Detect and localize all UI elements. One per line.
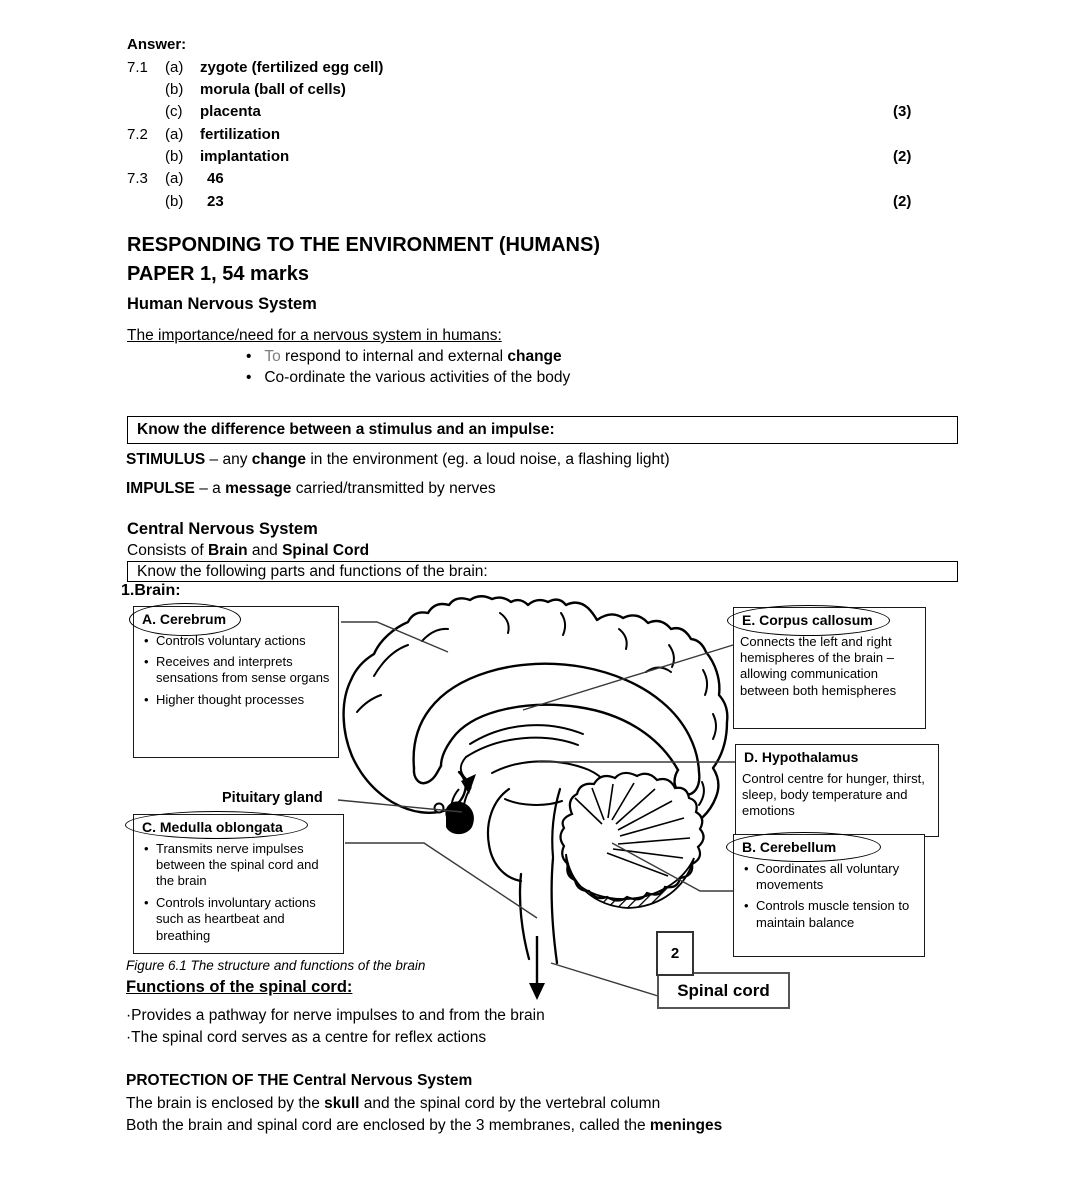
list-item: • Transmits nerve impulses between the spinal cord and the brain bbox=[140, 841, 337, 890]
answer-text: 46 bbox=[207, 170, 224, 187]
cerebellum-title-circle bbox=[726, 832, 881, 862]
medulla-title-circle bbox=[125, 811, 308, 839]
know-brain-box bbox=[127, 561, 958, 582]
figure-caption: Figure 6.1 The structure and functions of the brain bbox=[126, 958, 426, 973]
cerebrum-gyri-lines bbox=[357, 613, 716, 805]
spinal-function-line-2: ·The spinal cord serves as a centre for reflex actions bbox=[126, 1029, 487, 1046]
mark-allocation: (3) bbox=[893, 103, 912, 120]
bullet-dot: • bbox=[246, 369, 265, 386]
corpus-callosum-shape bbox=[414, 664, 700, 795]
mark-allocation: (2) bbox=[893, 193, 912, 210]
answer-letter: (a) bbox=[165, 126, 184, 143]
brain-list-label: 1.Brain: bbox=[121, 582, 181, 599]
list-item: • Controls involuntary actions such as heartbeat and breathing bbox=[140, 895, 337, 944]
connector-line-corpus-callosum bbox=[523, 645, 733, 710]
subsection-title: Human Nervous System bbox=[127, 295, 317, 313]
answer-heading: Answer: bbox=[127, 36, 187, 53]
answer-letter: (b) bbox=[165, 81, 184, 98]
paper-title: PAPER 1, 54 marks bbox=[127, 263, 309, 285]
answer-letter: (c) bbox=[165, 103, 183, 120]
answer-text: 23 bbox=[207, 193, 224, 210]
answer-number: 7.3 bbox=[127, 170, 148, 187]
list-item: • Controls muscle tension to maintain balance bbox=[740, 898, 918, 931]
list-item: • Receives and interprets sensations from sense organs bbox=[140, 654, 332, 687]
down-arrow bbox=[529, 936, 545, 1000]
mark-allocation: (2) bbox=[893, 148, 912, 165]
protection-line-1: The brain is enclosed by the skull and the spinal cord by the vertebral column bbox=[126, 1095, 661, 1112]
corpus-callosum-title-circle bbox=[727, 605, 890, 636]
spinal-function-line-1: ·Provides a pathway for nerve impulses to and from the brain bbox=[126, 1007, 545, 1024]
answer-letter: (a) bbox=[165, 59, 184, 76]
pituitary-gland-label: Pituitary gland bbox=[222, 790, 323, 806]
connector-line-medulla bbox=[345, 843, 537, 918]
answer-text: morula (ball of cells) bbox=[200, 81, 346, 98]
cns-consists-line: Consists of Brain and Spinal Cord bbox=[127, 542, 370, 559]
answer-text: implantation bbox=[200, 148, 290, 165]
importance-bullet-1: • To respond to internal and external change bbox=[246, 348, 562, 365]
answer-number: 7.1 bbox=[127, 59, 148, 76]
stimulus-definition: STIMULUS – any change in the environment (eg. a loud noise, a flashing light) bbox=[126, 451, 670, 468]
spinal-cord-label-box: Spinal cord bbox=[657, 972, 790, 1009]
know-brain-box-text: Know the following parts and functions of the brain: bbox=[137, 563, 488, 580]
answer-number: 7.2 bbox=[127, 126, 148, 143]
answer-letter: (a) bbox=[165, 170, 184, 187]
list-item: • Higher thought processes bbox=[140, 692, 332, 708]
connector-line-spinal-cord bbox=[551, 963, 658, 996]
label-box-corpus-callosum-title: E. Corpus callosum bbox=[742, 612, 873, 628]
answer-text: placenta bbox=[200, 103, 261, 120]
cerebrum-title-circle bbox=[129, 603, 241, 636]
importance-bullet-2: • Co-ordinate the various activities of the body bbox=[246, 369, 571, 386]
answer-letter: (b) bbox=[165, 193, 184, 210]
label-box-cerebellum-title: B. Cerebellum bbox=[742, 839, 837, 855]
protection-line-2: Both the brain and spinal cord are enclosed by the 3 membranes, called the meninges bbox=[126, 1117, 723, 1134]
list-item: • Controls voluntary actions bbox=[140, 633, 332, 649]
protection-heading: PROTECTION OF THE Central Nervous System bbox=[126, 1072, 473, 1089]
answer-letter: (b) bbox=[165, 148, 184, 165]
label-box-cerebrum-title: A. Cerebrum bbox=[142, 611, 227, 627]
label-box-hypothalamus bbox=[735, 744, 939, 837]
spinal-functions-heading: Functions of the spinal cord: bbox=[126, 978, 353, 996]
bullet-dot: • bbox=[246, 348, 265, 365]
answer-text: fertilization bbox=[200, 126, 281, 143]
list-item: • Coordinates all voluntary movements bbox=[740, 861, 918, 894]
page-number-box: 2 bbox=[656, 931, 694, 976]
label-box-corpus-callosum-body: Connects the left and right hemispheres of the brain – allowing communication between both hemispheres bbox=[740, 633, 897, 698]
label-box-hypothalamus-body: Control centre for hunger, thirst, sleep, body temperature and emotions bbox=[742, 770, 925, 819]
brainstem-outline bbox=[488, 789, 560, 881]
label-box-medulla-title: C. Medulla oblongata bbox=[142, 819, 283, 835]
importance-heading: The importance/need for a nervous system in humans: bbox=[127, 327, 502, 344]
connector-line-cerebrum bbox=[341, 622, 448, 652]
answer-text: zygote (fertilized egg cell) bbox=[200, 59, 384, 76]
section-title: RESPONDING TO THE ENVIRONMENT (HUMANS) bbox=[127, 234, 600, 256]
cerebellum-shape bbox=[561, 773, 704, 908]
pituitary-gland-shape bbox=[435, 774, 477, 834]
cns-title: Central Nervous System bbox=[127, 520, 318, 538]
stimulus-impulse-box-text: Know the difference between a stimulus and an impulse: bbox=[137, 421, 555, 438]
label-box-hypothalamus-title: D. Hypothalamus bbox=[744, 749, 859, 765]
impulse-definition: IMPULSE – a message carried/transmitted by nerves bbox=[126, 480, 496, 497]
stimulus-impulse-box bbox=[127, 416, 958, 444]
